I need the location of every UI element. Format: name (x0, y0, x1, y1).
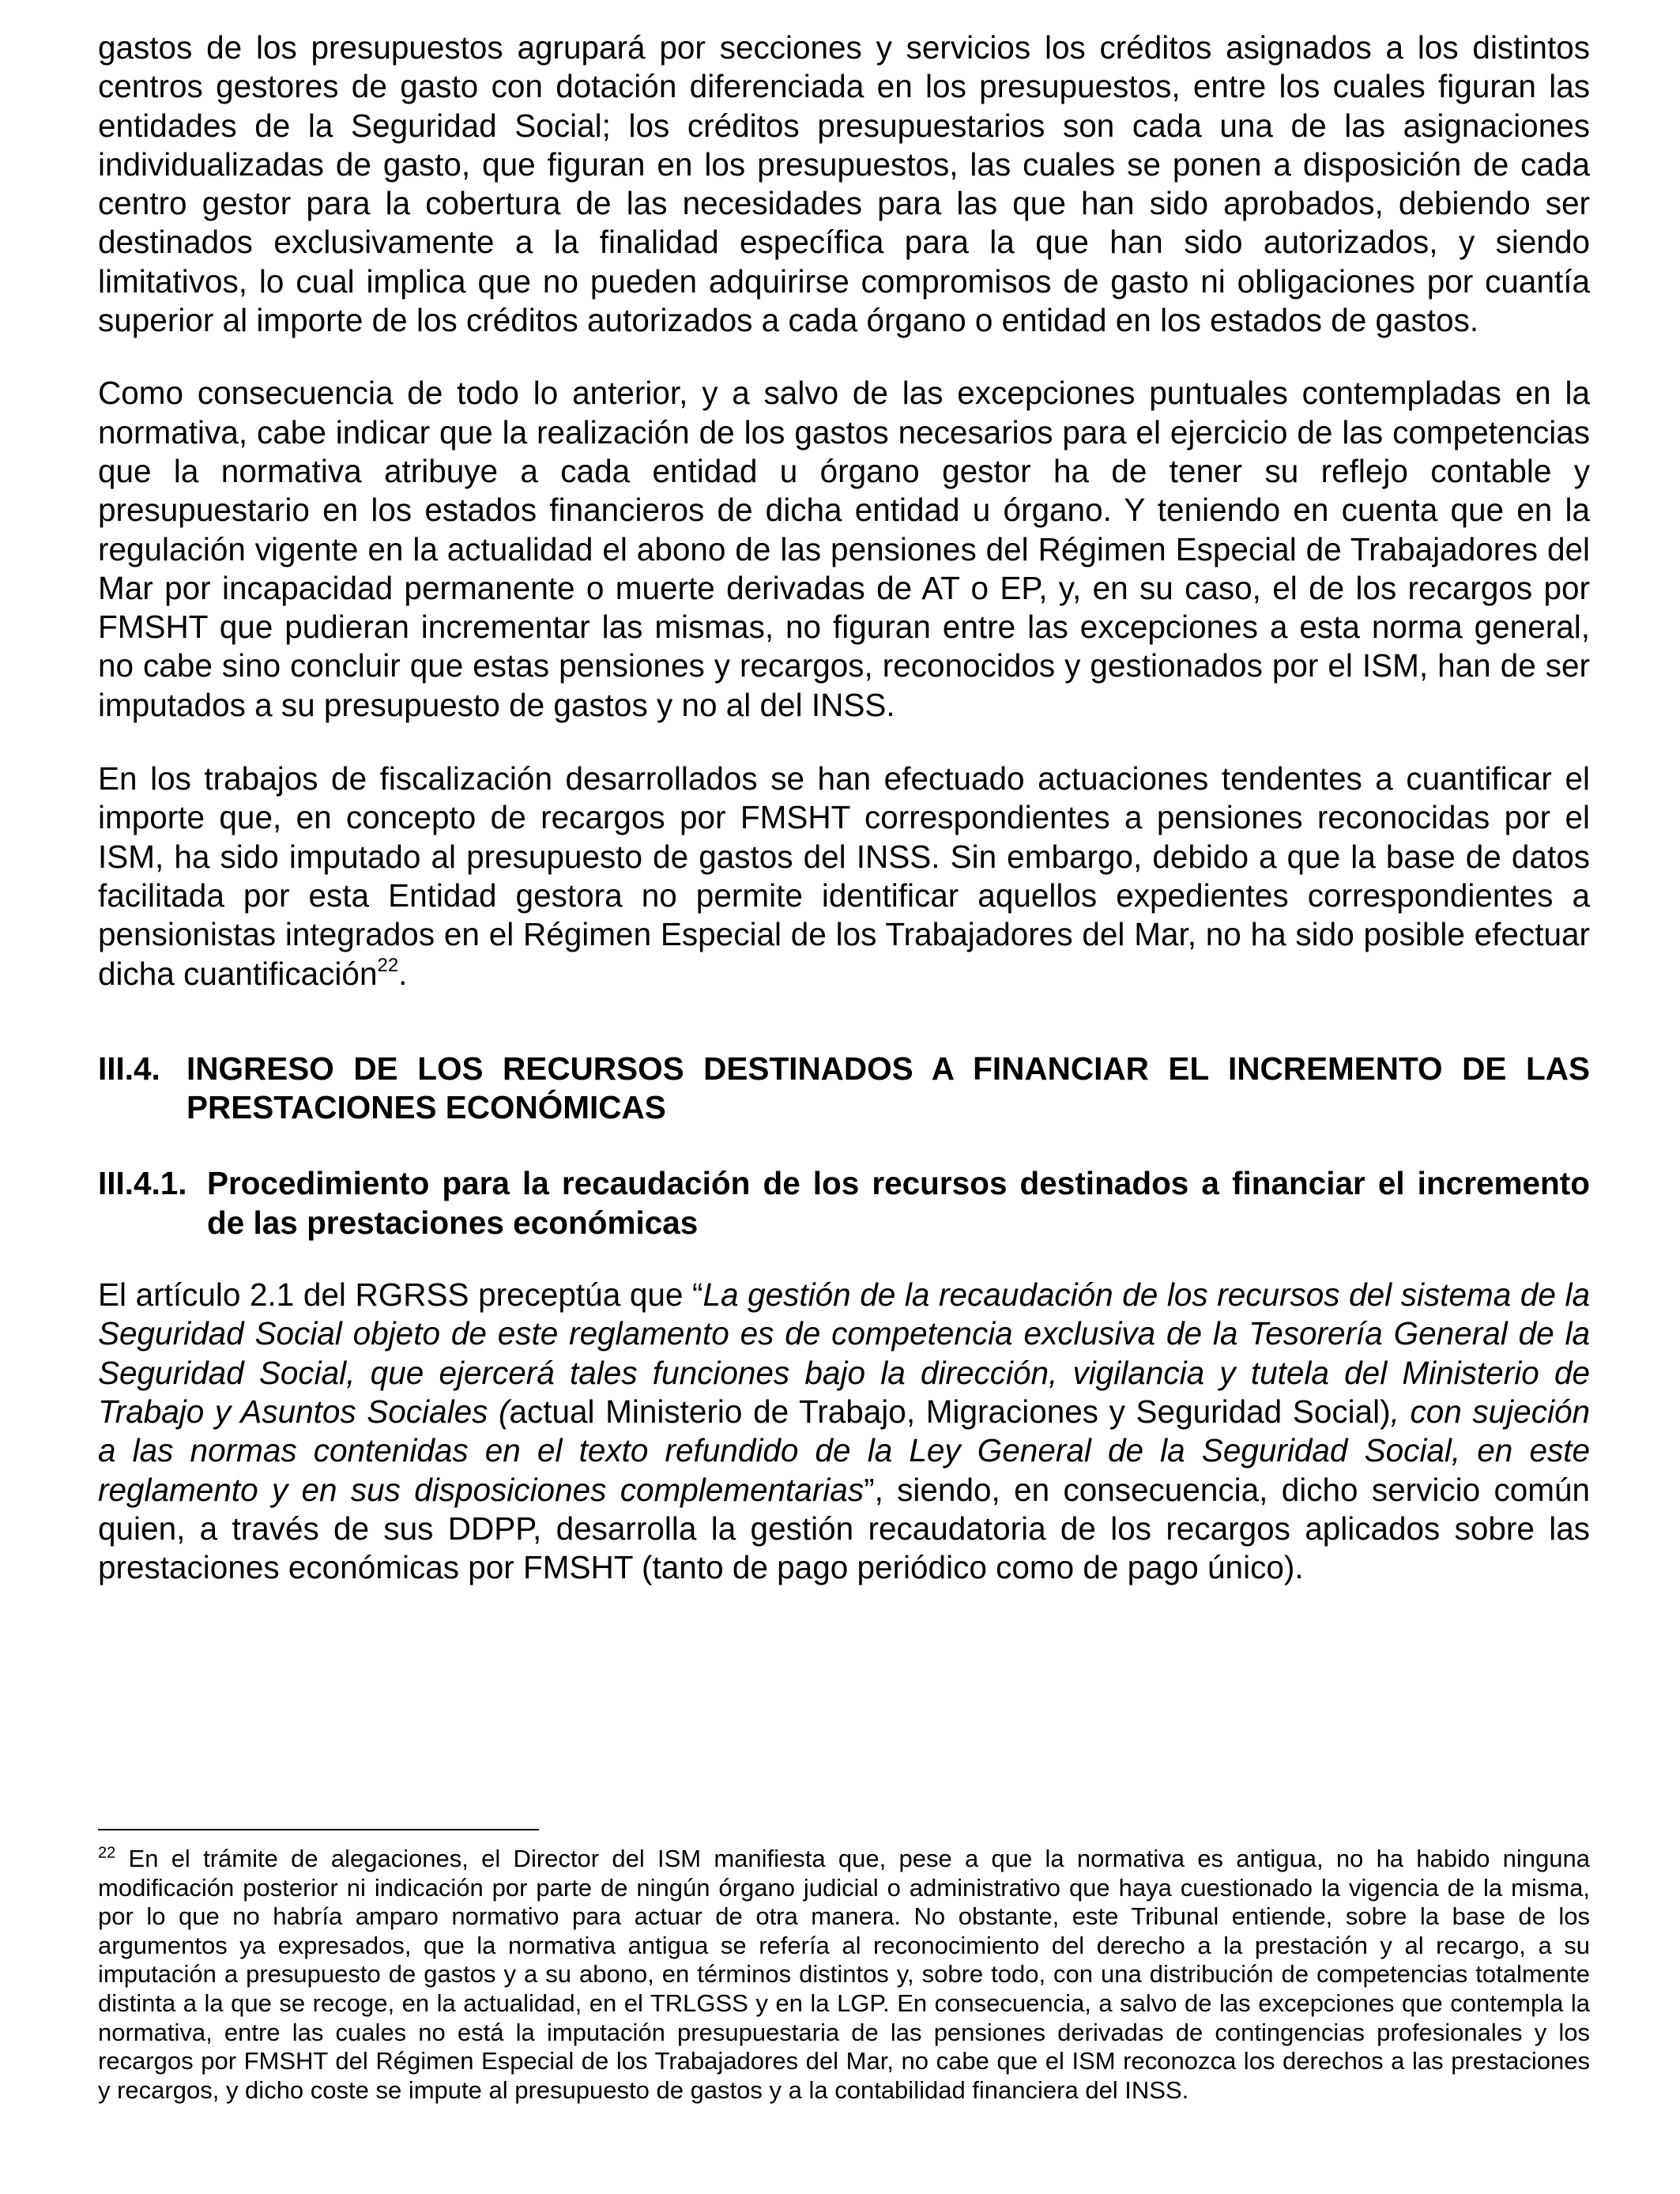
rgrss-quote-part1: La gestión de la recaudación de los recursos del sistema de la Seguridad Social objeto de este reglamento es de competencia exclusiva de la Tesorería General de la Seguridad Social, que ejercerá tales funciones bajo la dirección, vigilancia y tutela del Ministerio de Trabajo y Asuntos Sociales ( (98, 1276, 1590, 1430)
footnote-22 (98, 1845, 1590, 2105)
document-body (98, 28, 1590, 1587)
paragraph-budget-credits: gastos de los presupuestos agrupará por secciones y servicios los créditos asignados a los distintos centros gestores de gasto con dotación diferenciada en los presupuestos, entre los cuales figuran las entidades de la Seguridad Social; los créditos presupuestarios son cada una de las asignaciones individualizadas de gasto, que figuran en los presupuestos, las cuales se ponen a disposición de cada centro gestor para la cobertura de las necesidades para las que han sido aprobados, debiendo ser destinados exclusivamente a la finalidad específica para la que han sido autorizados, y siendo limitativos, lo cual implica que no pueden adquirirse compromisos de gasto ni obligaciones por cuantía superior al importe de los créditos autorizados a cada órgano o entidad en los estados de gastos. (98, 29, 1590, 339)
section-title: INGRESO DE LOS RECURSOS DESTINADOS A FINANCIAR EL INCREMENTO DE LAS PRESTACIONES ECONÓMICAS (186, 1050, 1590, 1126)
footnote-reference[interactable]: 22 (377, 955, 399, 977)
subsection-title: Procedimiento para la recaudación de los recursos destinados a financiar el incremento de las prestaciones económicas (207, 1165, 1590, 1241)
paragraph-audit-work (98, 760, 1590, 993)
rgrss-conclusion: ”, siendo, en consecuencia, dicho servicio común quien, a través de sus DDPP, desarrolla la gestión recaudatoria de los recargos aplicados sobre las prestaciones económicas por FMSHT (tanto de pago periódico como de pago único). (98, 1471, 1591, 1586)
footnote-separator (98, 1829, 539, 1830)
section-number: III.4. (98, 1050, 160, 1087)
paragraph-audit-work-end: . (398, 955, 408, 992)
paragraph-consequence: Como consecuencia de todo lo anterior, y a salvo de las excepciones puntuales contempladas en la normativa, cabe indicar que la realización de los gastos necesarios para el ejercicio de las competencias que la normativa atribuye a cada entidad u órgano gestor ha de tener su reflejo contable y presupuestario en los estados financieros de dicha entidad u órgano. Y teniendo en cuenta que en la regulación vigente en la actualidad el abono de las pensiones del Régimen Especial de Trabajadores del Mar por incapacidad permanente o muerte derivadas de AT o EP, y, en su caso, el de los recargos por FMSHT que pudieran incrementar las mismas, no figuran entre las excepciones a esta norma general, no cabe sino concluir que estas pensiones y recargos, reconocidos y gestionados por el ISM, han de ser imputados a su presupuesto de gastos y no al del INSS. (98, 375, 1590, 723)
section-heading-iii-4 (98, 1050, 1590, 1128)
paragraph-rgrss-article (98, 1276, 1590, 1587)
footnote-number: 22 (98, 1844, 116, 1862)
footnote-text: En el trámite de alegaciones, el Director del ISM manifiesta que, pese a que la normativa es antigua, no ha habido ninguna modificación posterior ni indicación por parte de ningún órgano judicial o administrativo que haya cuestionado la vigencia de la misma, por lo que no habría amparo normativo para actuar de otra manera. No obstante, este Tribunal entiende, sobre la base de los argumentos ya expresados, que la normativa antigua se refería al reconocimiento del derecho a la prestación y al recargo, a su imputación a presupuesto de gastos y a su abono, en términos distintos y, sobre todo, con una distribución de competencias totalmente distinta a la que se recoge, en la actualidad, en el TRLGSS y en la LGP. En consecuencia, a salvo de las excepciones que contempla la normativa, entre las cuales no está la imputación presupuestaria de las pensiones derivadas de contingencias profesionales y los recargos por FMSHT del Régimen Especial de los Trabajadores del Mar, no cabe que el ISM reconozca los derechos a las prestaciones y recargos, y dicho coste se impute al presupuesto de gastos y a la contabilidad financiera del INSS. (98, 1845, 1590, 2104)
subsection-heading-iii-4-1 (98, 1164, 1590, 1242)
rgrss-quote-part2: , con sujeción a las normas contenidas en el texto refundido de la Ley General de la Seguridad Social, en este reglamento y en sus disposiciones complementarias (98, 1393, 1590, 1508)
rgrss-intro: El artículo 2.1 del RGRSS preceptúa que “ (98, 1276, 703, 1314)
paragraph-audit-work-text: En los trabajos de fiscalización desarrollados se han efectuado actuaciones tendentes a cuantificar el importe que, en concepto de recargos por FMSHT correspondientes a pensiones reconocidas por el ISM, ha sido imputado al presupuesto de gastos del INSS. Sin embargo, debido a que la base de datos facilitada por esta Entidad gestora no permite identificar aquellos expedientes correspondientes a pensionistas integrados en el Régimen Especial de los Trabajadores del Mar, no ha sido posible efectuar dicha cuantificación (98, 760, 1590, 992)
rgrss-ministry-note: actual Ministerio de Trabajo, Migraciones y Seguridad Social) (509, 1393, 1391, 1430)
subsection-number: III.4.1. (98, 1165, 187, 1202)
